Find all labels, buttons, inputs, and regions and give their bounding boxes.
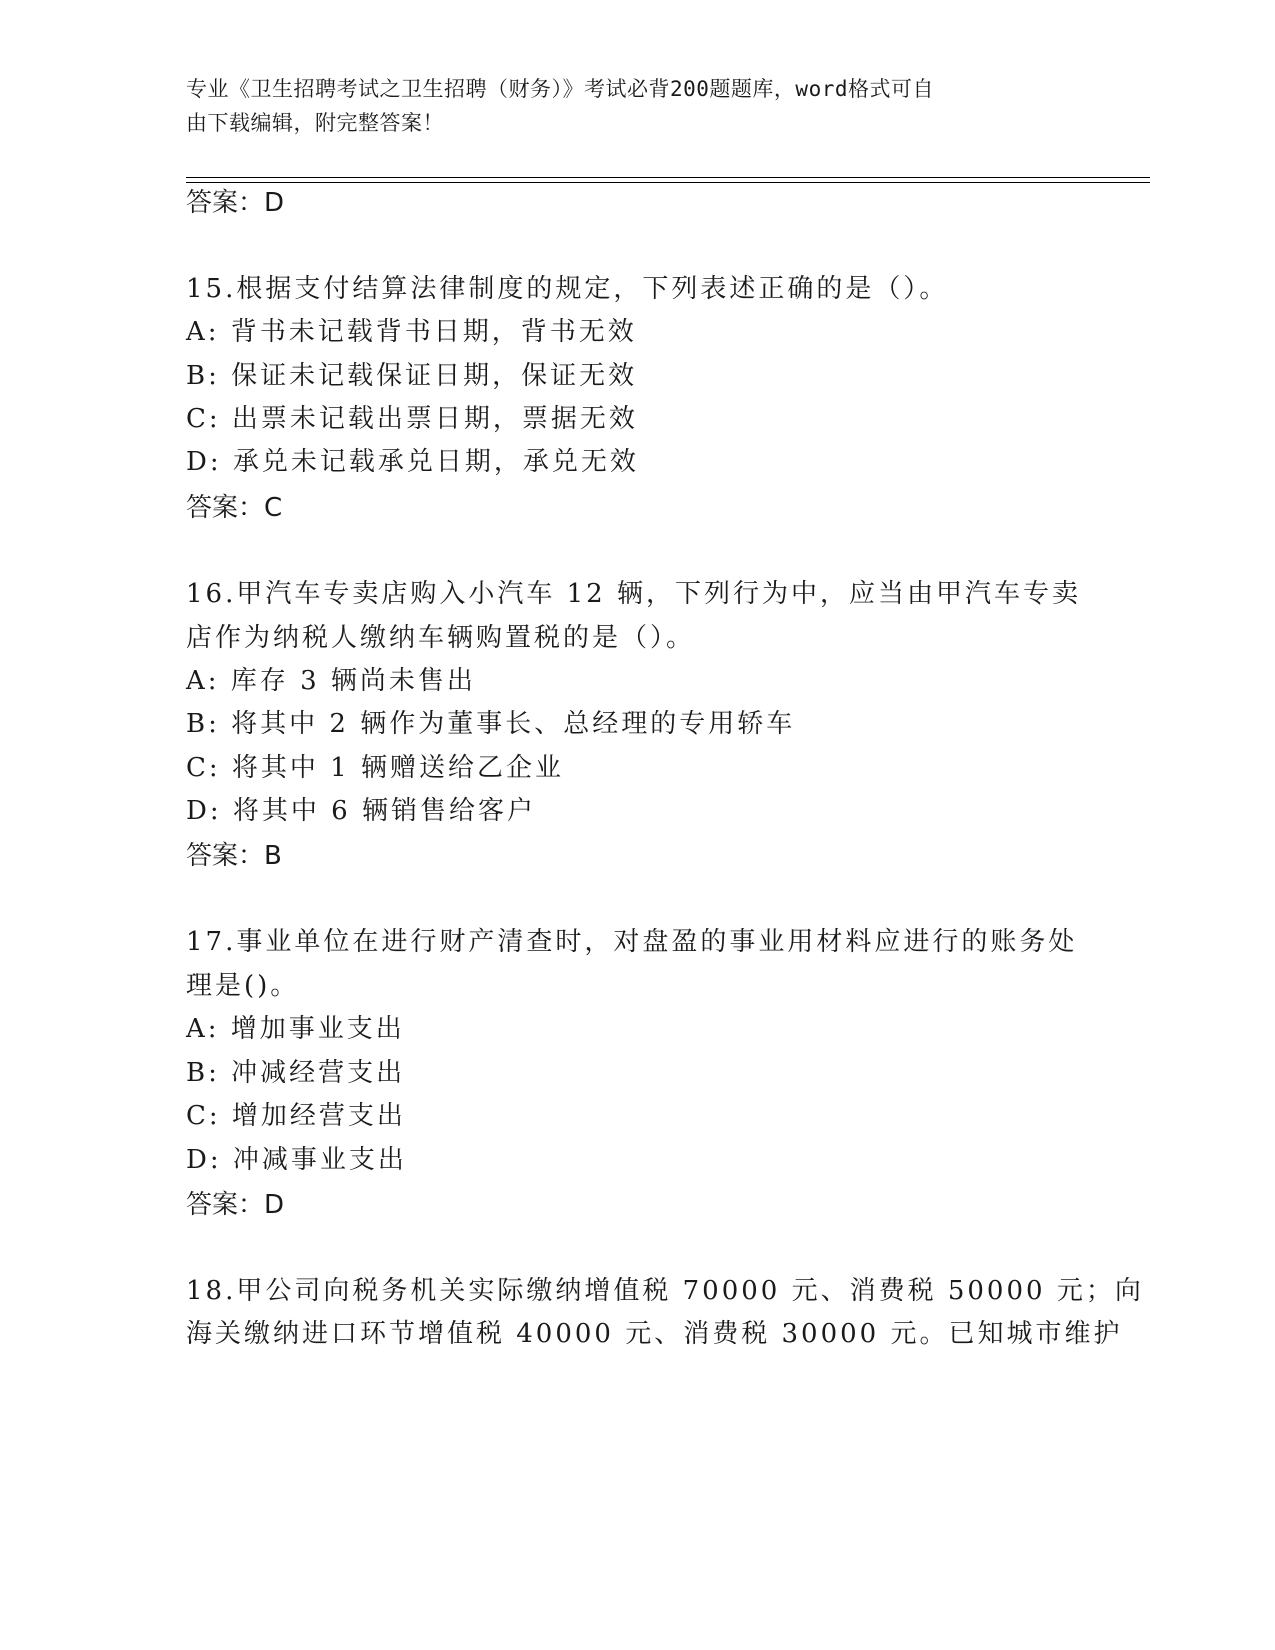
question-16-option-d: D: 将其中 6 辆销售给客户 [186,796,536,826]
question-15-stem: 15.根据支付结算法律制度的规定，下列表述正确的是（）。 [186,274,949,304]
question-15-option-a: A: 背书未记载背书日期，背书无效 [186,317,637,347]
question-15-option-b: B: 保证未记载保证日期，保证无效 [186,361,638,391]
answer-line: 答案：D [186,188,285,218]
question-17-option-b: B: 冲减经营支出 [186,1058,406,1088]
question-18-stem-line-2: 海关缴纳进口环节增值税 40000 元、消费税 30000 元。已知城市维护 [186,1319,1123,1349]
question-17-option-a: A: 增加事业支出 [186,1014,405,1044]
question-15-answer: 答案：C [186,493,283,523]
question-16-stem-line-1: 16.甲汽车专卖店购入小汽车 12 辆，下列行为中，应当由甲汽车专卖 [186,579,1081,609]
question-17-option-d: D: 冲减事业支出 [186,1145,407,1175]
question-17-stem-line-1: 17.事业单位在进行财产清查时，对盘盈的事业用材料应进行的账务处 [186,927,1078,957]
question-16-option-b: B: 将其中 2 辆作为董事长、总经理的专用轿车 [186,709,796,739]
question-15-option-d: D: 承兑未记载承兑日期，承兑无效 [186,447,639,477]
document-header [186,72,1066,140]
header-line-2: 由下载编辑，附完整答案！ [186,111,444,135]
question-16-stem-line-2: 店作为纳税人缴纳车辆购置税的是（）。 [186,623,696,653]
question-17-option-c: C: 增加经营支出 [186,1101,406,1131]
question-17-stem-line-2: 理是()。 [186,971,300,1001]
header-divider-top [186,177,1150,178]
question-18-stem-line-1: 18.甲公司向税务机关实际缴纳增值税 70000 元、消费税 50000 元；向 [186,1276,1144,1306]
question-16-option-c: C: 将其中 1 辆赠送给乙企业 [186,753,564,783]
question-15-option-c: C: 出票未记载出票日期，票据无效 [186,404,638,434]
question-17-answer: 答案：D [186,1190,285,1220]
header-divider-bottom [186,182,1150,183]
question-16-option-a: A: 库存 3 辆尚未售出 [186,666,476,696]
question-16-answer: 答案：B [186,841,282,871]
header-line-1: 专业《卫生招聘考试之卫生招聘（财务）》考试必背200题题库，word格式可自 [186,77,934,101]
